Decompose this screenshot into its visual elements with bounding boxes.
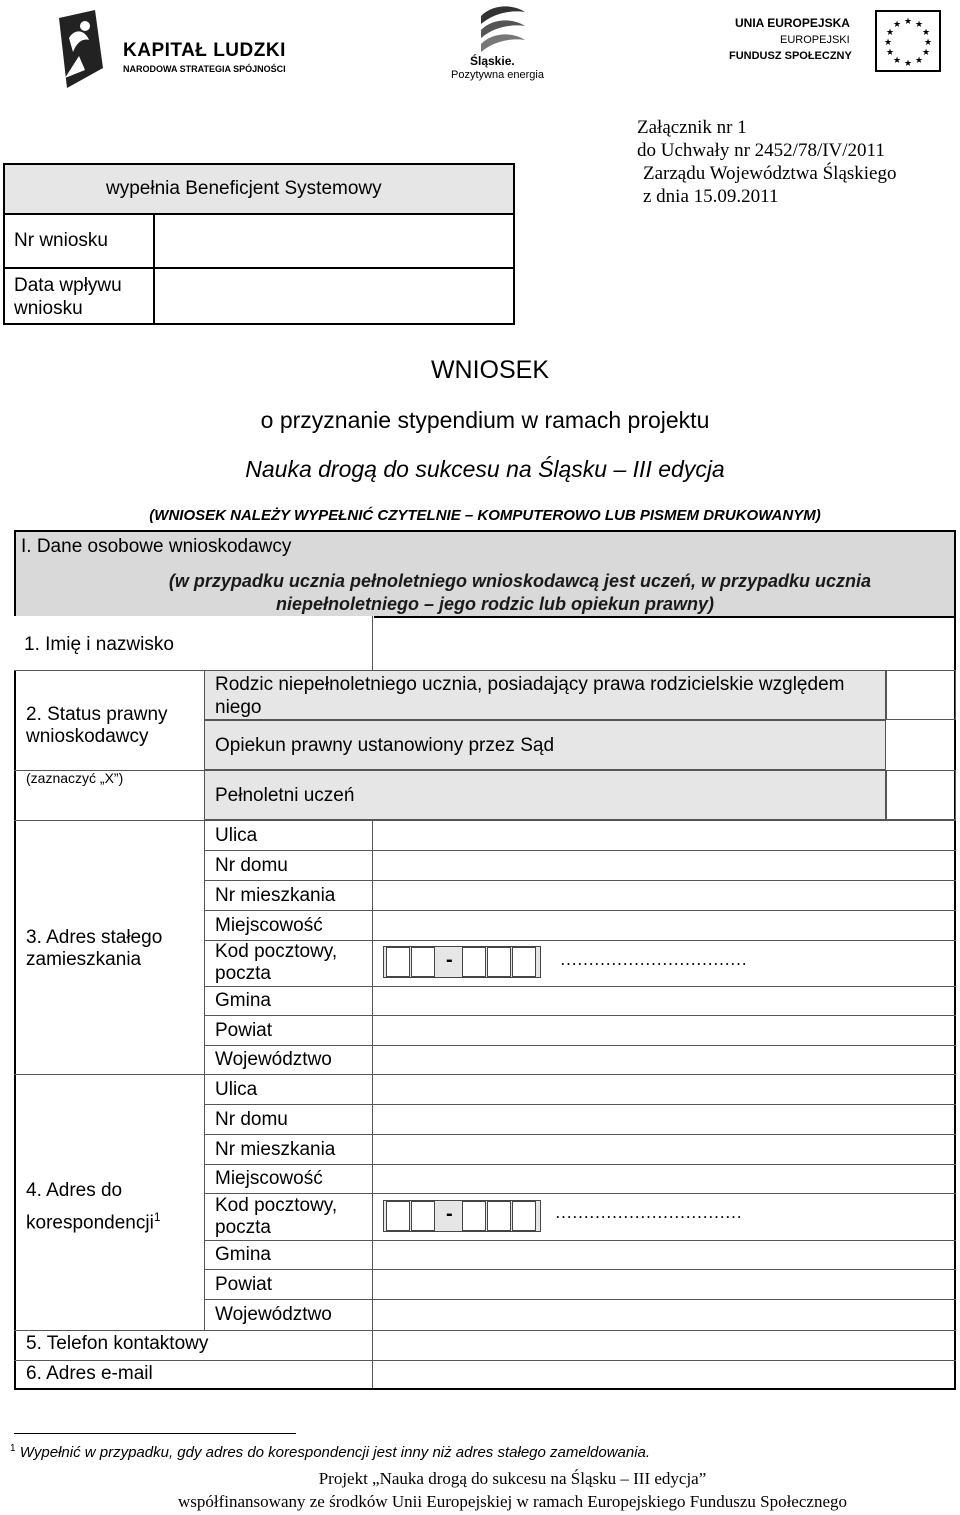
addr1-post-office-dots[interactable]: …………………………… — [560, 950, 747, 969]
form-subtitle: o przyznanie stypendium w ramach projektu — [260, 407, 710, 433]
addr1-postal-line1: Kod pocztowy, — [215, 941, 338, 962]
svg-text:★: ★ — [903, 17, 913, 27]
slaskie-logo — [445, 2, 565, 84]
section1-note — [14, 570, 956, 616]
addr2-postal-digit[interactable] — [411, 1201, 435, 1231]
status-label-line2: wnioskodawcy — [26, 726, 149, 747]
footnote-separator — [14, 1433, 296, 1434]
fill-instruction: (WNIOSEK NALEŻY WYPEŁNIĆ CZYTELNIE – KOMPUTEROWO LUB PISMEM DRUKOWANYM) — [149, 507, 821, 524]
data-wplywu-line2: wniosku — [14, 298, 83, 319]
addr1-postal-digit[interactable] — [386, 947, 410, 977]
addr1-postal-digit[interactable] — [512, 947, 536, 977]
status-option-adult-text: Pełnoletni uczeń — [215, 785, 355, 806]
section1-note-line1: (w przypadku ucznia pełnoletniego wnioskodawcą jest uczeń, w przypadku ucznia — [168, 571, 872, 591]
svg-text:★: ★ — [892, 20, 902, 30]
ue-logo — [725, 8, 945, 74]
addr2-commune-label: Gmina — [215, 1244, 271, 1265]
slaskie-emblem-icon — [473, 2, 533, 54]
data-wplywu-field[interactable] — [153, 267, 515, 325]
attachment-line4: z dnia 15.09.2011 — [643, 186, 779, 207]
addr2-postal-line2: poczta — [215, 1217, 271, 1238]
section1-title: I. Dane osobowe wnioskodawcy — [21, 536, 292, 557]
addr2-voivodeship-label: Województwo — [215, 1304, 332, 1325]
addr1-county-label: Powiat — [215, 1020, 273, 1041]
data-wplywu-line1: Data wpływu — [14, 275, 122, 296]
addr1-postal-line2: poczta — [215, 963, 271, 984]
email-label: 6. Adres e-mail — [26, 1363, 153, 1384]
addr1-postal-digit[interactable] — [487, 947, 511, 977]
addr2-postal-line1: Kod pocztowy, — [215, 1195, 338, 1216]
footer-line1: Projekt „Nauka drogą do sukcesu na Śląsku – III edycja” — [318, 1469, 707, 1488]
addr2-city-label: Miejscowość — [215, 1168, 323, 1189]
form-title: WNIOSEK — [430, 356, 550, 384]
address-permanent-line2: zamieszkania — [26, 949, 142, 970]
address-correspondence-label — [26, 1178, 161, 1236]
status-checkbox-adult[interactable] — [886, 770, 956, 820]
addr1-voivodeship-label: Województwo — [215, 1049, 332, 1070]
svg-text:★: ★ — [914, 20, 924, 30]
status-option-guardian-text: Opiekun prawny ustanowiony przez Sąd — [215, 735, 555, 756]
status-hint: (zaznaczyć „X”) — [26, 770, 124, 786]
addr1-postal-digit[interactable] — [462, 947, 486, 977]
svg-text:★: ★ — [892, 56, 902, 66]
nr-wniosku-label: Nr wniosku — [14, 230, 108, 251]
name-field[interactable] — [374, 616, 954, 670]
footnote — [10, 1443, 650, 1461]
name-label: 1. Imię i nazwisko — [24, 634, 174, 655]
data-wplywu-label — [14, 274, 122, 320]
status-checkbox-parent[interactable] — [886, 670, 956, 720]
project-name: Nauka drogą do sukcesu na Śląsku – III edycja — [245, 456, 725, 482]
addr2-flat-label: Nr mieszkania — [215, 1139, 336, 1160]
svg-text:★: ★ — [923, 38, 933, 48]
addr2-postal-digit[interactable] — [386, 1201, 410, 1231]
svg-text:★: ★ — [921, 48, 931, 58]
email-field[interactable] — [374, 1360, 954, 1388]
addr1-postal-label — [215, 941, 337, 985]
addr2-postal-code-boxes[interactable] — [383, 1200, 541, 1232]
status-label-line1: 2. Status prawny — [26, 704, 168, 725]
footer-line2: współfinansowany ze środków Unii Europejskiej w ramach Europejskiego Funduszu Społecznego — [178, 1492, 847, 1511]
attachment-line1: Załącznik nr 1 — [637, 117, 747, 138]
addr1-street-label: Ulica — [215, 825, 258, 846]
attachment-line3: Zarządu Województwa Śląskiego — [643, 163, 897, 184]
kapital-ludzki-logo — [55, 8, 315, 90]
addr2-post-office-dots[interactable]: …………………………… — [555, 1203, 742, 1222]
eu-flag-icon — [875, 10, 941, 72]
svg-text:★: ★ — [885, 28, 895, 38]
addr2-county-label: Powiat — [215, 1274, 273, 1295]
svg-text:★: ★ — [903, 59, 913, 69]
footnote-text: Wypełnić w przypadku, gdy adres do korespondencji jest inny niż adres stałego zameldowania. — [19, 1444, 651, 1461]
addr1-city-label: Miejscowość — [215, 915, 323, 936]
section1-note-line2: niepełnoletniego – jego rodzic lub opiekun prawny) — [275, 594, 715, 614]
phone-field[interactable] — [374, 1330, 954, 1360]
kapital-ludzki-emblem-icon — [55, 8, 107, 90]
addr1-house-label: Nr domu — [215, 855, 288, 876]
beneficiary-header-text: wypełnia Beneficjent Systemowy — [106, 178, 382, 199]
addr1-postal-dash: - — [446, 949, 453, 971]
ue-title: UNIA EUROPEJSKA — [735, 16, 850, 30]
attachment-line2: do Uchwały nr 2452/78/IV/2011 — [637, 140, 885, 161]
svg-text:★: ★ — [883, 38, 893, 48]
address-permanent-line1: 3. Adres stałego — [26, 927, 163, 948]
status-option-parent-line1: Rodzic niepełnoletniego ucznia, posiadający prawa rodzicielskie względem — [215, 674, 845, 695]
footnote-marker: 1 — [10, 1443, 16, 1454]
addr2-postal-digit[interactable] — [462, 1201, 486, 1231]
footnote-ref: 1 — [153, 1210, 161, 1224]
svg-text:★: ★ — [914, 56, 924, 66]
addr1-commune-label: Gmina — [215, 990, 271, 1011]
address-correspondence-line1: 4. Adres do — [26, 1180, 123, 1201]
addr1-postal-digit[interactable] — [411, 947, 435, 977]
addr2-postal-dash: - — [446, 1203, 453, 1225]
addr1-postal-code-boxes[interactable] — [383, 946, 541, 978]
addr2-postal-digit[interactable] — [487, 1201, 511, 1231]
nr-wniosku-field[interactable] — [153, 213, 515, 269]
status-label — [26, 704, 168, 748]
kapital-ludzki-subtitle: NARODOWA STRATEGIA SPÓJNOŚCI — [123, 64, 286, 74]
phone-label: 5. Telefon kontaktowy — [26, 1333, 209, 1354]
ue-line3: FUNDUSZ SPOŁECZNY — [729, 50, 852, 62]
svg-text:★: ★ — [921, 28, 931, 38]
kapital-ludzki-title: KAPITAŁ LUDZKI — [123, 40, 286, 61]
addr2-street-label: Ulica — [215, 1079, 258, 1100]
ue-line2: EUROPEJSKI — [780, 34, 850, 46]
address-correspondence-line2 — [26, 1204, 161, 1236]
slaskie-subtitle: Pozytywna energia — [451, 69, 544, 81]
status-option-parent-text — [215, 673, 844, 719]
address-permanent-label — [26, 927, 162, 971]
addr2-house-label: Nr domu — [215, 1109, 288, 1130]
slaskie-title: Śląskie. — [470, 54, 515, 68]
svg-text:★: ★ — [885, 48, 895, 58]
addr2-postal-label — [215, 1195, 337, 1239]
status-option-parent-line2: niego — [215, 697, 262, 718]
attachment-note — [637, 116, 897, 208]
addr1-flat-label: Nr mieszkania — [215, 885, 336, 906]
address-correspondence-line2-text: korespondencji — [26, 1212, 154, 1234]
addr2-postal-digit[interactable] — [512, 1201, 536, 1231]
